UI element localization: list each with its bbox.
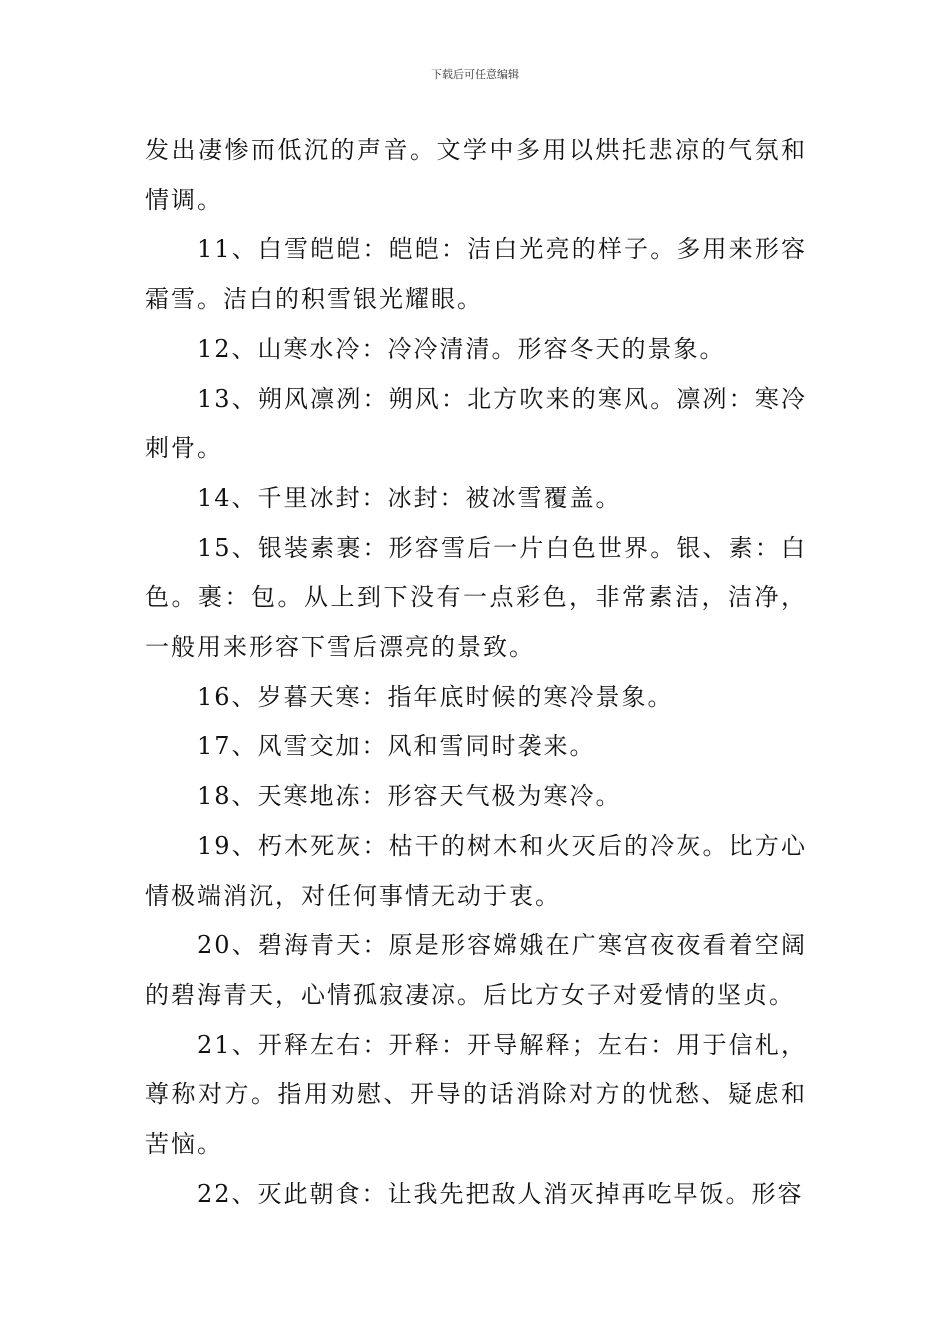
paragraph-20: 20、碧海青天：原是形容嫦娥在广寒宫夜夜看着空阔的碧海青天，心情孤寂凄凉。后比方女子对爱情的坚贞。 — [145, 931, 807, 1009]
paragraph-22: 22、灭此朝食：让我先把敌人消灭掉再吃早饭。形容 — [197, 1179, 804, 1208]
document-body — [145, 126, 807, 1219]
page-header: 下载后可任意编辑 — [431, 68, 519, 81]
paragraph-14: 14、千里冰封：冰封：被冰雪覆盖。 — [197, 483, 622, 512]
paragraph-18: 18、天寒地冻：形容天气极为寒冷。 — [197, 782, 622, 811]
paragraph-19: 19、朽木死灰：枯干的树木和火灭后的冷灰。比方心情极端消沉，对任何事情无动于衷。 — [145, 831, 807, 910]
paragraph-11: 11、白雪皑皑：皑皑：洁白光亮的样子。多用来形容霜雪。洁白的积雪银光耀眼。 — [145, 235, 807, 314]
paragraph-16: 16、岁暮天寒：指年底时候的寒冷景象。 — [197, 682, 674, 711]
paragraph-15: 15、银装素裹：形容雪后一片白色世界。银、素：白色。裹：包。从上到下没有一点彩色，非常素洁，洁净，一般用来形容下雪后漂亮的景致。 — [145, 533, 807, 662]
paragraph-12: 12、山寒水冷：冷冷清清。形容冬天的景象。 — [197, 334, 726, 363]
paragraph-21: 21、开释左右：开释：开导解释；左右：用于信札，尊称对方。指用劝慰、开导的话消除对方的忧愁、疑虑和苦恼。 — [145, 1030, 807, 1159]
paragraph-17: 17、风雪交加：风和雪同时袭来。 — [197, 732, 596, 761]
paragraph-13: 13、朔风凛冽：朔风：北方吹来的寒风。凛冽：寒冷刺骨。 — [145, 384, 807, 463]
paragraph-continuation: 发出凄惨而低沉的声音。文学中多用以烘托悲凉的气氛和情调。 — [145, 136, 807, 214]
